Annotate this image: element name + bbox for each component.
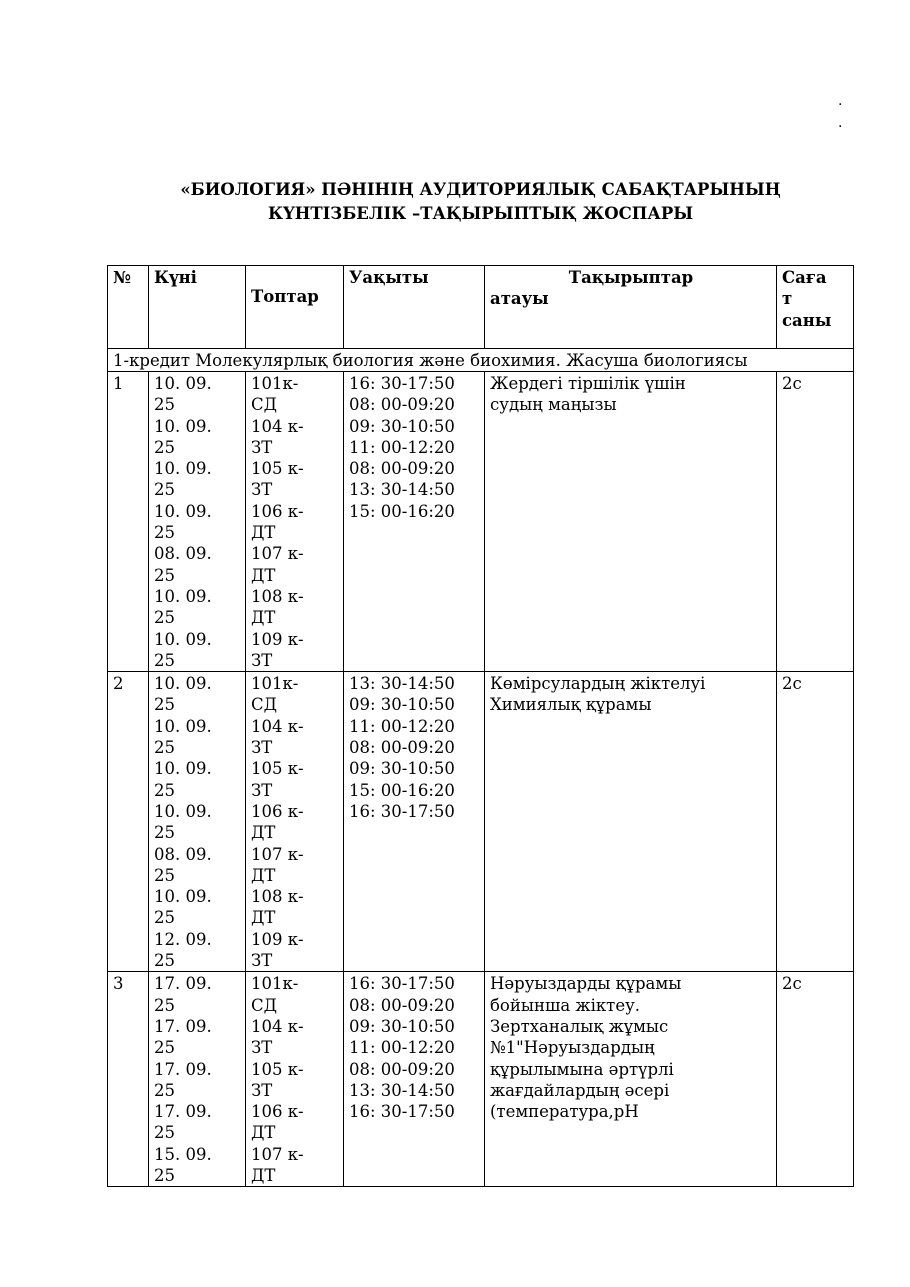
date-line: 08. 09. [154, 844, 212, 864]
group-line: 107 к- [251, 844, 304, 864]
topic-line: Көмірсулардың жіктелуі [490, 674, 706, 694]
group-line: 106 к- [251, 801, 304, 821]
group-line: 107 к- [251, 1144, 304, 1164]
date-line: 10. 09. [154, 801, 212, 821]
group-line: ЗТ [251, 1080, 273, 1100]
date-line: 17. 09. [154, 974, 212, 994]
time-line: 16: 30-17:50 [349, 374, 455, 393]
group-line: 106 к- [251, 501, 304, 521]
date-line: 25 [154, 951, 175, 971]
date-line: 25 [154, 1123, 175, 1143]
topic-line: Жердегі тіршілік үшін [490, 374, 686, 393]
date-line: 10. 09. [154, 586, 212, 606]
group-line: СД [251, 395, 278, 415]
group-line: ДТ [251, 523, 276, 543]
date-line: 10. 09. [154, 716, 212, 736]
date-line: 25 [154, 565, 175, 585]
date-line: 10. 09. [154, 501, 212, 521]
topic-line: Нәруыздарды құрамы [490, 974, 682, 994]
row-hours: 2с [777, 972, 854, 1187]
topic-line: судың маңызы [490, 395, 617, 415]
topic-line: құрылымына әртүрлі [490, 1059, 674, 1079]
table-row [108, 372, 854, 672]
time-line: 11: 00-12:20 [349, 1038, 455, 1058]
group-line: 104 к- [251, 716, 304, 736]
topic-line: (температура,рН [490, 1102, 639, 1122]
group-line: ЗТ [251, 951, 273, 971]
row-dates [149, 372, 246, 672]
date-line: 25 [154, 865, 175, 885]
date-line: 15. 09. [154, 1144, 212, 1164]
header-time: Уақыты [344, 266, 485, 349]
header-num: № [108, 266, 149, 349]
date-line: 25 [154, 780, 175, 800]
row-groups [246, 372, 344, 672]
row-hours: 2с [777, 672, 854, 972]
date-line: 08. 09. [154, 544, 212, 564]
date-line: 10. 09. [154, 374, 212, 393]
group-line: 101к- [251, 674, 299, 694]
group-line: ЗТ [251, 738, 273, 758]
group-line: 104 к- [251, 1016, 304, 1036]
group-line: ЗТ [251, 480, 273, 500]
row-topic [485, 972, 777, 1187]
date-line: 25 [154, 608, 175, 628]
group-line: ДТ [251, 565, 276, 585]
row-times [344, 972, 485, 1187]
header-hours-line: саны [782, 310, 832, 330]
header-groups: Топтар [246, 266, 344, 349]
time-line: 16: 30-17:50 [349, 1102, 455, 1122]
row-number: 2 [108, 672, 149, 972]
group-line: ЗТ [251, 437, 273, 457]
group-line: 107 к- [251, 544, 304, 564]
header-row [108, 266, 854, 349]
row-times [344, 672, 485, 972]
topic-line: Зертханалық жұмыс [490, 1016, 669, 1036]
time-line: 09: 30-10:50 [349, 695, 455, 715]
date-line: 25 [154, 1165, 175, 1185]
topic-line: жағдайлардың әсері [490, 1080, 670, 1100]
time-line: 09: 30-10:50 [349, 416, 455, 436]
group-line: 108 к- [251, 586, 304, 606]
time-line: 15: 00-16:20 [349, 780, 455, 800]
date-line: 10. 09. [154, 887, 212, 907]
topic-line: Химиялық құрамы [490, 695, 652, 715]
group-line: 101к- [251, 974, 299, 994]
date-line: 25 [154, 523, 175, 543]
date-line: 25 [154, 1038, 175, 1058]
corner-marks [838, 90, 842, 134]
group-line: 105 к- [251, 759, 304, 779]
table-row [108, 972, 854, 1187]
group-line: 108 к- [251, 887, 304, 907]
group-line: 105 к- [251, 459, 304, 479]
group-line: 109 к- [251, 929, 304, 949]
topic-line: бойынша жіктеу. [490, 995, 641, 1015]
group-line: ДТ [251, 608, 276, 628]
date-line: 17. 09. [154, 1059, 212, 1079]
group-line: ДТ [251, 908, 276, 928]
header-hours-line: Саға [782, 268, 827, 287]
group-line: 109 к- [251, 629, 304, 649]
date-line: 25 [154, 738, 175, 758]
row-number: 1 [108, 372, 149, 672]
time-line: 13: 30-14:50 [349, 674, 455, 694]
row-groups [246, 672, 344, 972]
row-topic [485, 672, 777, 972]
corner-mark: . [838, 115, 843, 131]
table-row [108, 672, 854, 972]
time-line: 13: 30-14:50 [349, 1080, 455, 1100]
time-line: 08: 00-09:20 [349, 738, 455, 758]
group-line: ДТ [251, 823, 276, 843]
row-dates [149, 972, 246, 1187]
row-dates [149, 672, 246, 972]
header-hours [777, 266, 854, 349]
credit-title: 1-кредит Молекулярлық биология және биохимия. Жасуша биологиясы [108, 349, 854, 372]
date-line: 25 [154, 650, 175, 670]
time-line: 08: 00-09:20 [349, 995, 455, 1015]
topic-line: №1"Нәруыздардың [490, 1038, 655, 1058]
date-line: 25 [154, 480, 175, 500]
row-groups [246, 972, 344, 1187]
group-line: ЗТ [251, 650, 273, 670]
group-line: 104 к- [251, 416, 304, 436]
time-line: 11: 00-12:20 [349, 437, 455, 457]
date-line: 10. 09. [154, 759, 212, 779]
time-line: 09: 30-10:50 [349, 1016, 455, 1036]
date-line: 10. 09. [154, 459, 212, 479]
row-times [344, 372, 485, 672]
header-hours-line: т [782, 289, 793, 309]
date-line: 17. 09. [154, 1016, 212, 1036]
group-line: 101к- [251, 374, 299, 393]
group-line: ДТ [251, 1123, 276, 1143]
date-line: 12. 09. [154, 929, 212, 949]
credit-row [108, 349, 854, 372]
title-line: «БИОЛОГИЯ» ПӘНІНІҢ АУДИТОРИЯЛЫҚ САБАҚТАРЫНЫҢ [180, 180, 781, 199]
group-line: ДТ [251, 865, 276, 885]
row-number: 3 [108, 972, 149, 1187]
time-line: 11: 00-12:20 [349, 716, 455, 736]
group-line: ЗТ [251, 780, 273, 800]
row-topic [485, 372, 777, 672]
date-line: 25 [154, 995, 175, 1015]
group-line: 105 к- [251, 1059, 304, 1079]
date-line: 25 [154, 395, 175, 415]
date-line: 25 [154, 908, 175, 928]
date-line: 25 [154, 695, 175, 715]
time-line: 13: 30-14:50 [349, 480, 455, 500]
header-topic-line: атауы [490, 289, 549, 309]
time-line: 08: 00-09:20 [349, 459, 455, 479]
corner-mark: . [838, 93, 843, 109]
schedule-table [107, 265, 854, 1187]
time-line: 09: 30-10:50 [349, 759, 455, 779]
document-title [108, 178, 853, 226]
time-line: 08: 00-09:20 [349, 1059, 455, 1079]
date-line: 25 [154, 437, 175, 457]
group-line: СД [251, 995, 278, 1015]
date-line: 10. 09. [154, 629, 212, 649]
time-line: 16: 30-17:50 [349, 974, 455, 994]
date-line: 10. 09. [154, 416, 212, 436]
time-line: 15: 00-16:20 [349, 501, 455, 521]
row-hours: 2с [777, 372, 854, 672]
date-line: 25 [154, 823, 175, 843]
header-day: Күні [149, 266, 246, 349]
date-line: 25 [154, 1080, 175, 1100]
title-line: КҮНТІЗБЕЛІК –ТАҚЫРЫПТЫҚ ЖОСПАРЫ [267, 204, 694, 223]
time-line: 08: 00-09:20 [349, 395, 455, 415]
group-line: 106 к- [251, 1102, 304, 1122]
header-topic [485, 266, 777, 349]
header-topic-line: Тақырыптар [568, 268, 694, 287]
table-rows [108, 372, 854, 1187]
date-line: 17. 09. [154, 1102, 212, 1122]
time-line: 16: 30-17:50 [349, 801, 455, 821]
group-line: СД [251, 695, 278, 715]
group-line: ДТ [251, 1165, 276, 1185]
group-line: ЗТ [251, 1038, 273, 1058]
date-line: 10. 09. [154, 674, 212, 694]
